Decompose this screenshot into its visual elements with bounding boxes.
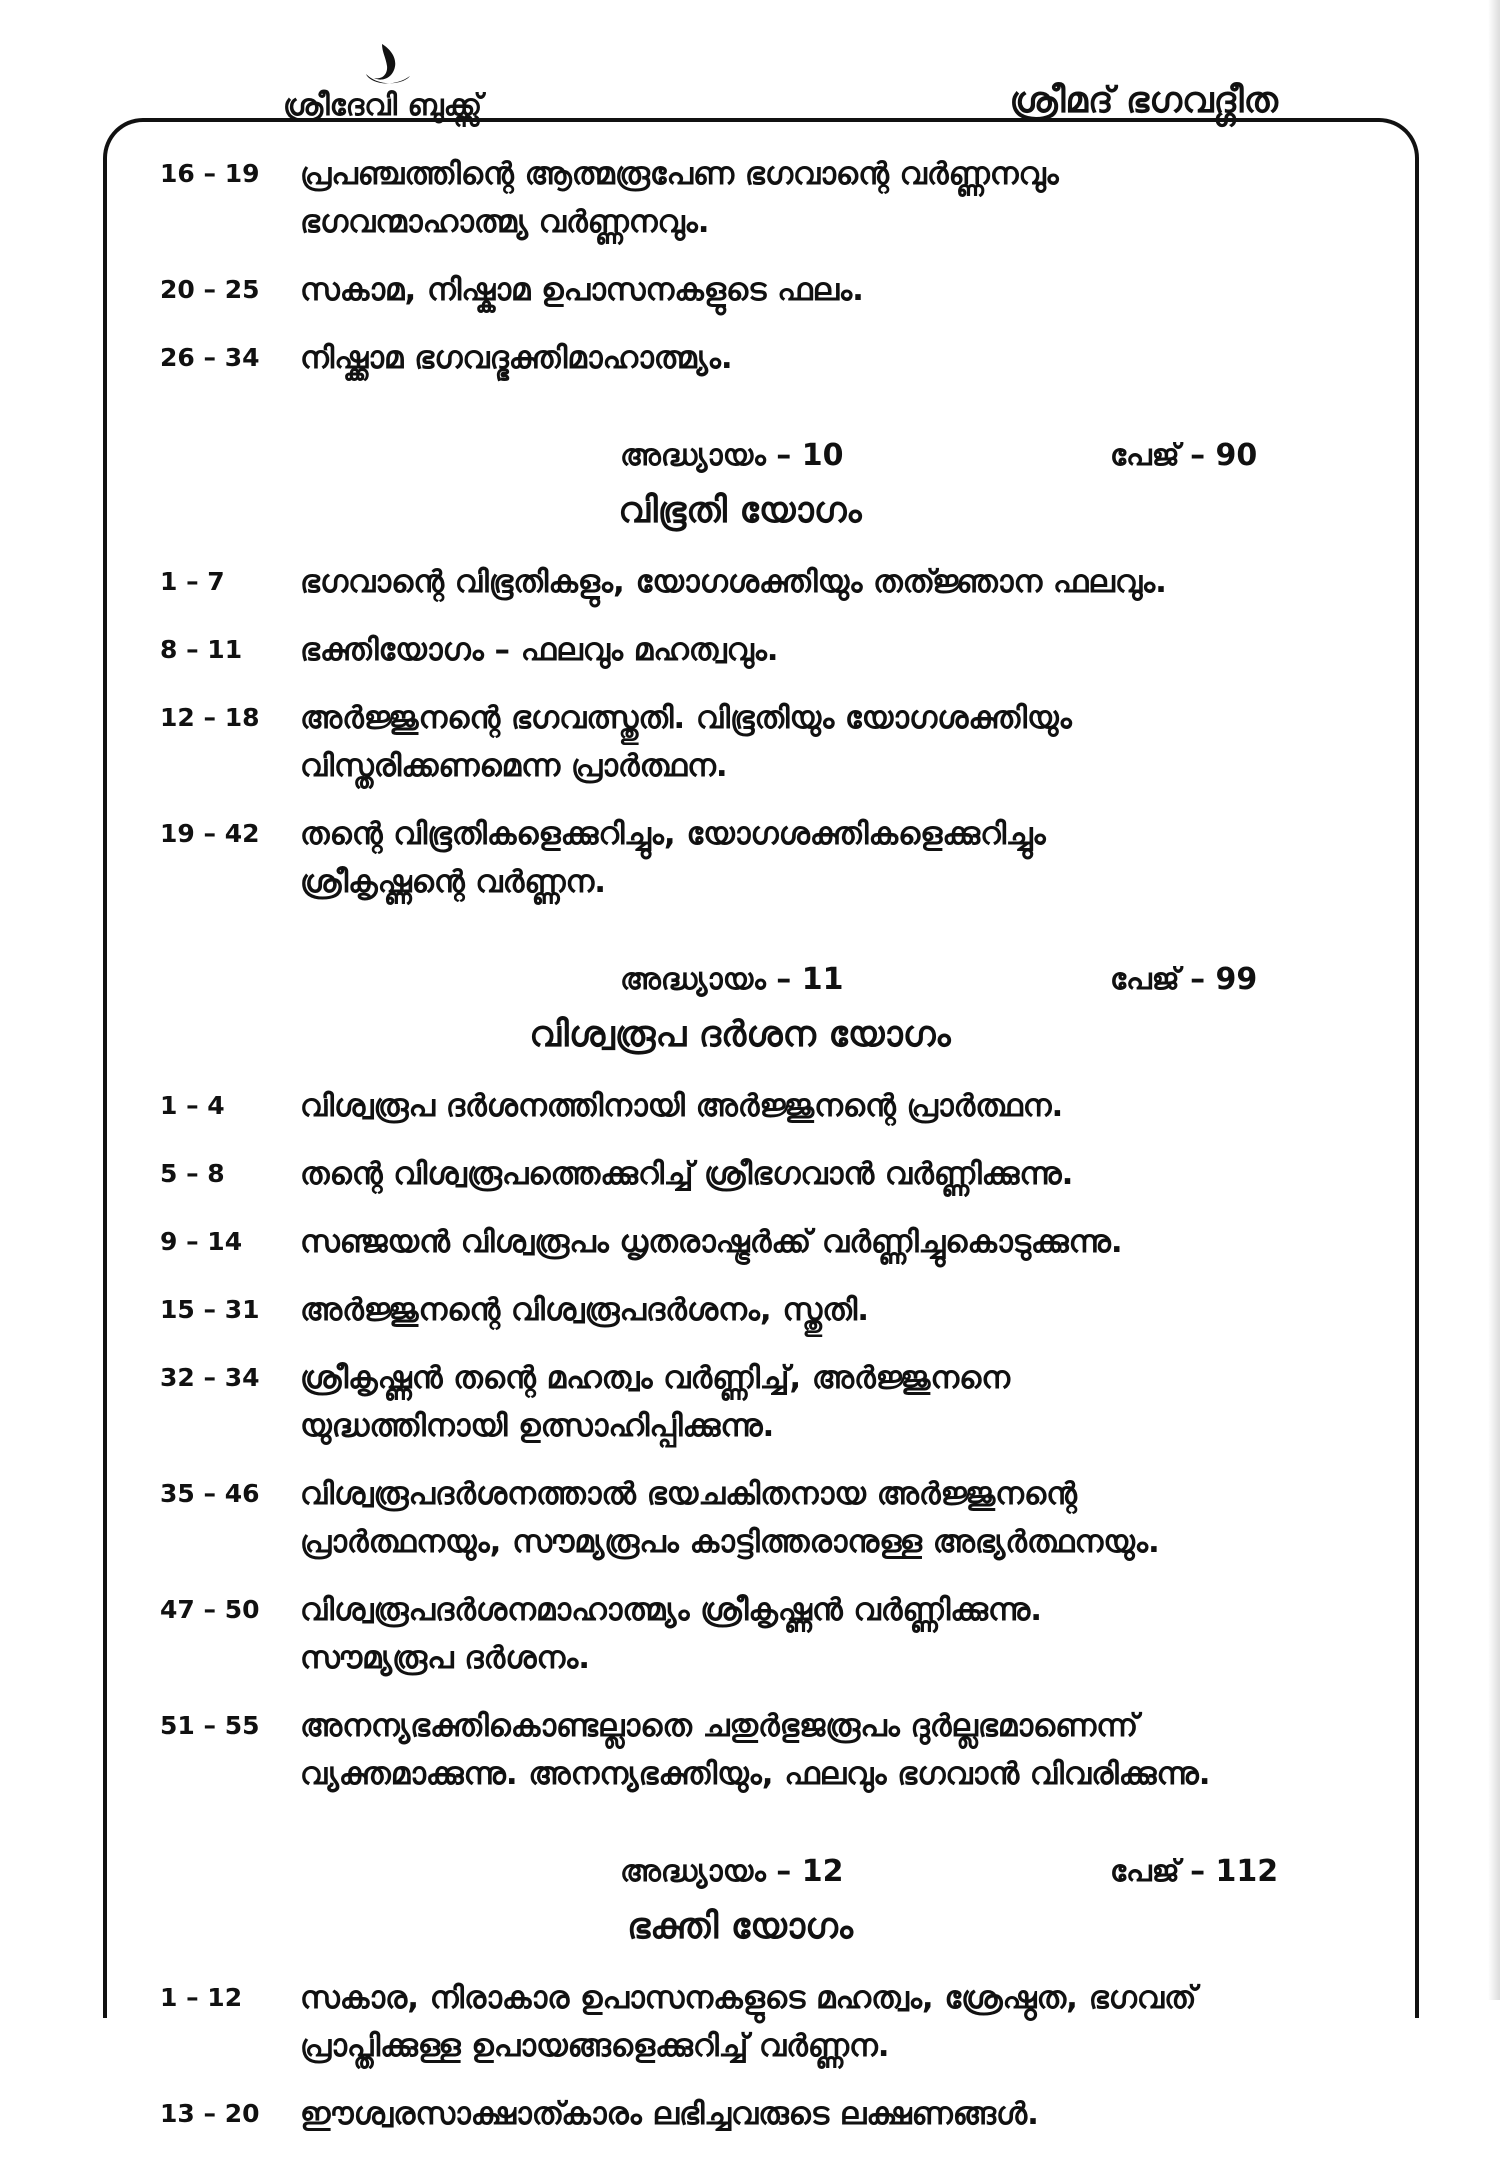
verse-range: 8 – 11	[160, 635, 243, 664]
verse-range: 1 – 4	[160, 1091, 225, 1120]
list-item	[160, 1702, 1400, 1798]
list-item	[160, 1082, 1400, 1130]
verse-range: 20 – 25	[160, 275, 260, 304]
chapter-number: അദ്ധ്യായം – 11	[620, 962, 844, 997]
verse-description: നിഷ്ക്കാമ ഭഗവദ്ഭക്തിമാഹാത്മ്യം.	[300, 340, 733, 376]
verse-description: പ്രപഞ്ചത്തിന്റെ ആത്മരൂപേണ ഭഗവാന്റെ വർണ്ണനവും ഭഗവന്മാഹാത്മ്യ വർണ്ണനവും.	[300, 156, 1059, 240]
verse-range: 32 – 34	[160, 1363, 260, 1392]
page-header	[0, 40, 1500, 130]
list-item	[160, 334, 1400, 382]
list-item	[160, 810, 1400, 906]
verse-range: 35 – 46	[160, 1479, 260, 1508]
list-item	[160, 1974, 1400, 2070]
list-item	[160, 1150, 1400, 1198]
verse-description: ഈശ്വരസാക്ഷാത്കാരം ലഭിച്ചവരുടെ ലക്ഷണങ്ങൾ.	[300, 2096, 1039, 2132]
verse-range: 9 – 14	[160, 1227, 243, 1256]
verse-description: ശ്രീകൃഷ്ണൻ തന്റെ മഹത്വം വർണ്ണിച്ച്, അർജ്ജുനനെ യുദ്ധത്തിനായി ഉത്സാഹിപ്പിക്കുന്നു.	[300, 1360, 1011, 1444]
verse-description: സകാമ, നിഷ്കാമ ഉപാസനകളുടെ ഫലം.	[300, 272, 864, 308]
verse-range: 12 – 18	[160, 703, 260, 732]
list-item	[160, 626, 1400, 674]
list-item	[160, 558, 1400, 606]
verse-description: വിശ്വരൂപദർശനമാഹാത്മ്യം ശ്രീകൃഷ്ണൻ വർണ്ണിക്കുന്നു. സൗമ്യരൂപ ദർശനം.	[300, 1592, 1043, 1676]
chapter-heading	[160, 1850, 1400, 1906]
verse-description: അർജ്ജുനന്റെ വിശ്വരൂപദർശനം, സ്തുതി.	[300, 1292, 870, 1328]
verse-range: 13 – 20	[160, 2099, 260, 2128]
list-item	[160, 266, 1400, 314]
verse-description: വിശ്വരൂപ ദർശനത്തിനായി അർജ്ജുനന്റെ പ്രാർത്ഥന.	[300, 1088, 1064, 1124]
list-item	[160, 2090, 1400, 2138]
verse-description: ഭക്തിയോഗം – ഫലവും മഹത്വവും.	[300, 632, 779, 668]
verse-range: 16 – 19	[160, 159, 260, 188]
page-edge-shadow	[1488, 0, 1500, 2000]
list-item	[160, 1286, 1400, 1334]
chapter-page: പേജ് – 99	[1110, 962, 1258, 997]
verse-range: 5 – 8	[160, 1159, 225, 1188]
chapter-number: അദ്ധ്യായം – 12	[620, 1854, 844, 1889]
book-title: ശ്രീമദ് ഭഗവദ്ഗീത	[1009, 80, 1278, 121]
verse-description: വിശ്വരൂപദർശനത്താൽ ഭയചകിതനായ അർജ്ജുനന്റെ പ്രാർത്ഥനയും, സൗമ്യരൂപം കാട്ടിത്തരാനുള്ള അഭ്യർത്ഥനയും.	[300, 1476, 1160, 1560]
chapter-number: അദ്ധ്യായം – 10	[620, 438, 844, 473]
verse-range: 15 – 31	[160, 1295, 260, 1324]
chapter-title: വിഭൂതി യോഗം	[618, 490, 862, 531]
chapter-page: പേജ് – 112	[1110, 1854, 1279, 1889]
chapter-heading	[160, 434, 1400, 490]
chapter-page: പേജ് – 90	[1110, 438, 1258, 473]
verse-description: സകാര, നിരാകാര ഉപാസനകളുടെ മഹത്വം, ശ്രേഷ്ഠത, ഭഗവത് പ്രാപ്തിക്കുള്ള ഉപായങ്ങളെക്കുറിച്ച് വർണ്ണന.	[300, 1980, 1197, 2064]
verse-range: 51 – 55	[160, 1711, 260, 1740]
verse-description: സഞ്ജയൻ വിശ്വരൂപം ധൃതരാഷ്ട്രർക്ക് വർണ്ണിച്ചുകൊടുക്കുന്നു.	[300, 1224, 1123, 1260]
chapter-heading	[160, 958, 1400, 1014]
list-item	[160, 1586, 1400, 1682]
verse-range: 19 – 42	[160, 819, 260, 848]
list-item	[160, 1218, 1400, 1266]
list-item	[160, 1470, 1400, 1566]
verse-range: 26 – 34	[160, 343, 260, 372]
verse-description: തന്റെ വിഭൂതികളെക്കുറിച്ചും, യോഗശക്തികളെക്കുറിച്ചും ശ്രീകൃഷ്ണന്റെ വർണ്ണന.	[300, 816, 1046, 900]
verse-range: 47 – 50	[160, 1595, 260, 1624]
list-item	[160, 1354, 1400, 1450]
verse-description: ഭഗവാന്റെ വിഭൂതികളും, യോഗശക്തിയും തത്ജ്ഞാന ഫലവും.	[300, 564, 1167, 600]
contents-list	[160, 150, 1400, 2158]
publisher-name: ശ്രീദേവി ബുക്ക്സ്	[283, 88, 483, 123]
verse-description: അനന്യഭക്തികൊണ്ടല്ലാതെ ചതുർഭുജരൂപം ദുർല്ലഭമാണെന്ന് വ്യക്തമാക്കുന്നു. അനന്യഭക്തിയും, ഫലവും ഭഗവാൻ വിവരിക്കുന്നു.	[300, 1708, 1211, 1792]
verse-description: തന്റെ വിശ്വരൂപത്തെക്കുറിച്ച് ശ്രീഭഗവാൻ വർണ്ണിക്കുന്നു.	[300, 1156, 1074, 1192]
verse-range: 1 – 12	[160, 1983, 243, 2012]
chapter-title: വിശ്വരൂപ ദർശന യോഗം	[529, 1014, 951, 1055]
publisher-logo-icon	[360, 40, 420, 88]
list-item	[160, 694, 1400, 790]
verse-description: അർജ്ജുനന്റെ ഭഗവത്സ്തുതി. വിഭൂതിയും യോഗശക്തിയും വിസ്തരിക്കണമെന്ന പ്രാർത്ഥന.	[300, 700, 1072, 784]
list-item	[160, 150, 1400, 246]
chapter-title: ഭക്തി യോഗം	[627, 1906, 853, 1947]
verse-range: 1 – 7	[160, 567, 225, 596]
